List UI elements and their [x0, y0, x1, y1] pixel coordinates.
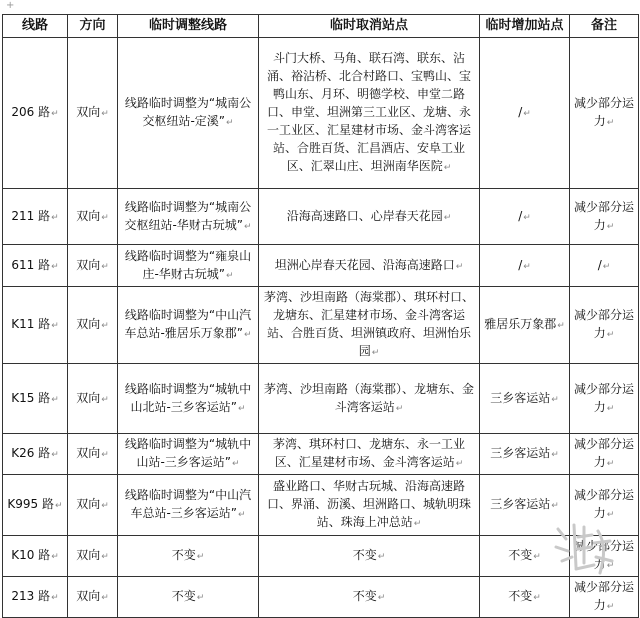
cell-adjusted-route [118, 287, 259, 364]
cell-note-text: 减少部分运力 [573, 539, 634, 571]
paragraph-mark-icon: ↵ [196, 593, 205, 603]
table-row [3, 38, 639, 189]
paragraph-mark-icon: ↵ [101, 394, 109, 405]
cell-adjusted-route [118, 189, 259, 245]
table-row [3, 245, 639, 287]
cell-note-text: 减少部分运力 [573, 580, 634, 612]
cell-cancelled-stops-text: 斗门大桥、马角、联石湾、联东、沾涌、裕沾桥、北合村路口、宝鸭山、宝鸭山东、月环、明德学校、申堂二路口、申堂、坦洲第三工业区、龙塘、永一工业区、汇星建材市场、金斗湾客运站、合胜百货、汇昌酒店、安阜工业区、汇翠山庄、坦洲南华医院 [266, 51, 471, 173]
cell-note [570, 475, 639, 536]
table-row [3, 475, 639, 536]
paragraph-mark-icon: ↵ [606, 602, 615, 612]
header-direction: 方向 [68, 15, 118, 38]
cell-added-stops [480, 189, 570, 245]
paragraph-mark-icon: ↵ [238, 403, 246, 414]
paragraph-mark-icon: ↵ [557, 321, 565, 331]
table-move-handle[interactable]: + [6, 0, 15, 11]
cell-added-stops [480, 245, 570, 287]
cell-route-text: 211 路 [11, 208, 51, 223]
paragraph-mark-icon: ↵ [51, 261, 59, 272]
cell-route [3, 287, 68, 364]
paragraph-mark-icon: ↵ [606, 330, 615, 340]
paragraph-mark-icon: ↵ [101, 212, 109, 223]
cell-adjusted-route-text: 不变 [171, 589, 196, 603]
cell-adjusted-route-text: 线路临时调整为“城轨中山北站-三乡客运站” [124, 381, 252, 414]
cell-note [570, 38, 639, 189]
paragraph-mark-icon: ↵ [51, 321, 59, 331]
cell-note-text: 减少部分运力 [573, 199, 634, 232]
cell-added-stops [480, 475, 570, 536]
paragraph-mark-icon: ↵ [606, 459, 615, 469]
cell-cancelled-stops-text: 茅湾、沙坦南路（海棠郡）、琪环村口、龙塘东、汇星建材市场、金斗湾客运站、合胜百货、坦洲镇政府、坦洲怡乐园 [263, 290, 474, 358]
cell-direction-text: 双向 [76, 317, 101, 331]
paragraph-mark-icon: ↵ [533, 593, 541, 603]
cell-note [570, 577, 639, 618]
cell-added-stops [480, 287, 570, 364]
cell-route-text: K10 路 [11, 548, 51, 562]
cell-added-stops-text: 雅居乐万象郡 [484, 317, 557, 331]
cell-added-stops [480, 364, 570, 434]
cell-adjusted-route-text: 线路临时调整为“雍泉山庄-华财古玩城” [124, 248, 252, 281]
cell-direction [68, 287, 118, 364]
cell-route-text: 213 路 [11, 589, 51, 603]
cell-route [3, 38, 68, 189]
cell-cancelled-stops-text: 茅湾、琪环村口、龙塘东、永一工业区、汇星建材市场、金斗湾客运站 [272, 437, 465, 469]
cell-cancelled-stops [259, 536, 480, 577]
cell-note-text: 减少部分运力 [573, 488, 634, 520]
paragraph-mark-icon: ↵ [101, 261, 109, 272]
cell-note-text: 减少部分运力 [573, 96, 634, 128]
paragraph-mark-icon: ↵ [101, 501, 109, 511]
cell-cancelled-stops-text: 不变 [352, 548, 377, 562]
cell-added-stops [480, 577, 570, 618]
cell-adjusted-route [118, 577, 259, 618]
header-add: 临时增加站点 [480, 15, 570, 38]
table-row [3, 189, 639, 245]
paragraph-mark-icon: ↵ [606, 118, 615, 128]
cell-direction-text: 双向 [76, 548, 101, 562]
cell-route-text: K26 路 [11, 446, 51, 460]
cell-added-stops-text: / [518, 105, 523, 119]
table-row [3, 536, 639, 577]
cell-route [3, 577, 68, 618]
cell-direction-text: 双向 [76, 208, 101, 223]
paragraph-mark-icon: ↵ [395, 403, 404, 414]
header-adjust: 临时调整线路 [118, 15, 259, 38]
cell-adjusted-route [118, 434, 259, 475]
paragraph-mark-icon: ↵ [606, 510, 615, 520]
cell-cancelled-stops [259, 577, 480, 618]
cell-added-stops-text: 三乡客运站 [490, 390, 551, 405]
cell-route [3, 536, 68, 577]
cell-direction-text: 双向 [76, 589, 101, 603]
paragraph-mark-icon: ↵ [371, 348, 380, 358]
cell-direction-text: 双向 [76, 257, 101, 272]
cell-note [570, 245, 639, 287]
cell-cancelled-stops-text: 茅湾、沙坦南路（海棠郡）、龙塘东、金斗湾客运站 [263, 381, 474, 414]
cell-route [3, 245, 68, 287]
cell-adjusted-route [118, 245, 259, 287]
paragraph-mark-icon: ↵ [523, 212, 531, 223]
cell-direction [68, 577, 118, 618]
cell-direction [68, 245, 118, 287]
paragraph-mark-icon: ↵ [226, 270, 234, 281]
paragraph-mark-icon: ↵ [413, 519, 422, 529]
cell-note-text: 减少部分运力 [573, 381, 634, 414]
cell-direction-text: 双向 [76, 446, 101, 460]
cell-cancelled-stops [259, 475, 480, 536]
cell-added-stops-text: 三乡客运站 [490, 497, 551, 511]
paragraph-mark-icon: ↵ [226, 118, 234, 128]
cell-cancelled-stops [259, 364, 480, 434]
paragraph-mark-icon: ↵ [244, 330, 252, 340]
cell-route [3, 364, 68, 434]
cell-direction [68, 364, 118, 434]
cell-note [570, 189, 639, 245]
paragraph-mark-icon: ↵ [51, 552, 59, 562]
cell-adjusted-route-text: 线路临时调整为“城轨中山站-三乡客运站” [124, 437, 252, 469]
cell-adjusted-route-text: 不变 [171, 548, 196, 562]
cell-added-stops [480, 434, 570, 475]
cell-note [570, 536, 639, 577]
cell-note-text: / [597, 257, 602, 272]
paragraph-mark-icon: ↵ [551, 450, 559, 460]
cell-cancelled-stops [259, 189, 480, 245]
cell-direction [68, 38, 118, 189]
cell-cancelled-stops-text: 坦洲心岸春天花园、沿海高速路口 [274, 257, 455, 272]
paragraph-mark-icon: ↵ [455, 459, 464, 469]
cell-route [3, 475, 68, 536]
cell-note [570, 434, 639, 475]
cell-cancelled-stops [259, 245, 480, 287]
cell-adjusted-route [118, 38, 259, 189]
header-route: 线路 [3, 15, 68, 38]
paragraph-mark-icon: ↵ [232, 459, 240, 469]
header-cancel: 临时取消站点 [259, 15, 480, 38]
cell-added-stops [480, 536, 570, 577]
paragraph-mark-icon: ↵ [523, 109, 531, 119]
header-note: 备注 [570, 15, 639, 38]
paragraph-mark-icon: ↵ [51, 212, 59, 223]
cell-direction-text: 双向 [76, 390, 101, 405]
cell-adjusted-route-text: 线路临时调整为“中山汽车总站-雅居乐万象郡” [124, 308, 252, 340]
cell-adjusted-route [118, 536, 259, 577]
cell-direction-text: 双向 [76, 497, 101, 511]
paragraph-mark-icon: ↵ [244, 221, 252, 232]
cell-adjusted-route [118, 475, 259, 536]
cell-adjusted-route [118, 364, 259, 434]
bus-route-adjustment-table [2, 14, 639, 618]
cell-cancelled-stops [259, 287, 480, 364]
paragraph-mark-icon: ↵ [551, 501, 559, 511]
paragraph-mark-icon: ↵ [551, 394, 559, 405]
paragraph-mark-icon: ↵ [101, 321, 109, 331]
cell-note [570, 287, 639, 364]
cell-direction [68, 189, 118, 245]
paragraph-mark-icon: ↵ [101, 450, 109, 460]
cell-adjusted-route-text: 线路临时调整为“城南公交枢纽站-定溪” [124, 96, 252, 128]
cell-route [3, 434, 68, 475]
paragraph-mark-icon: ↵ [606, 403, 615, 414]
cell-added-stops-text: 不变 [508, 548, 533, 562]
paragraph-mark-icon: ↵ [443, 163, 452, 173]
paragraph-mark-icon: ↵ [51, 450, 59, 460]
cell-added-stops-text: / [518, 257, 523, 272]
cell-note-text: 减少部分运力 [573, 437, 634, 469]
cell-route [3, 189, 68, 245]
paragraph-mark-icon: ↵ [101, 552, 109, 562]
cell-route-text: K15 路 [11, 390, 51, 405]
cell-route-text: K11 路 [11, 317, 51, 331]
cell-direction [68, 434, 118, 475]
cell-added-stops-text: / [518, 208, 523, 223]
paragraph-mark-icon: ↵ [606, 221, 615, 232]
table-row [3, 364, 639, 434]
cell-cancelled-stops-text: 盛业路口、华财古玩城、沿海高速路口、界涌、沥溪、坦洲路口、城轨明珠站、珠海上冲总站 [266, 479, 471, 529]
header-row [3, 15, 639, 38]
cell-direction [68, 536, 118, 577]
table-row [3, 434, 639, 475]
paragraph-mark-icon: ↵ [196, 552, 205, 562]
cell-added-stops-text: 不变 [508, 589, 533, 603]
cell-direction-text: 双向 [76, 105, 101, 119]
cell-added-stops [480, 38, 570, 189]
paragraph-mark-icon: ↵ [101, 109, 109, 119]
paragraph-mark-icon: ↵ [51, 394, 59, 405]
paragraph-mark-icon: ↵ [238, 510, 246, 520]
top-strip [0, 0, 640, 14]
paragraph-mark-icon: ↵ [55, 501, 63, 511]
paragraph-mark-icon: ↵ [533, 552, 541, 562]
cell-route-text: K995 路 [7, 497, 55, 511]
cell-note [570, 364, 639, 434]
cell-route-text: 206 路 [11, 105, 51, 119]
paragraph-mark-icon: ↵ [377, 593, 386, 603]
table-row [3, 287, 639, 364]
cell-cancelled-stops-text: 不变 [352, 589, 377, 603]
cell-added-stops-text: 三乡客运站 [490, 446, 551, 460]
paragraph-mark-icon: ↵ [101, 593, 109, 603]
cell-adjusted-route-text: 线路临时调整为“中山汽车总站-三乡客运站” [124, 488, 252, 520]
cell-route-text: 611 路 [11, 257, 51, 272]
cell-cancelled-stops [259, 434, 480, 475]
paragraph-mark-icon: ↵ [51, 593, 59, 603]
cell-adjusted-route-text: 线路临时调整为“城南公交枢纽站-华财古玩城” [124, 199, 252, 232]
paragraph-mark-icon: ↵ [455, 261, 464, 272]
cell-note-text: 减少部分运力 [573, 308, 634, 340]
paragraph-mark-icon: ↵ [602, 261, 611, 272]
paragraph-mark-icon: ↵ [606, 561, 615, 571]
cell-cancelled-stops [259, 38, 480, 189]
table-row [3, 577, 639, 618]
paragraph-mark-icon: ↵ [377, 552, 386, 562]
paragraph-mark-icon: ↵ [51, 109, 59, 119]
paragraph-mark-icon: ↵ [523, 261, 531, 272]
paragraph-mark-icon: ↵ [443, 212, 452, 223]
cell-cancelled-stops-text: 沿海高速路口、心岸春天花园 [286, 208, 443, 223]
cell-direction [68, 475, 118, 536]
